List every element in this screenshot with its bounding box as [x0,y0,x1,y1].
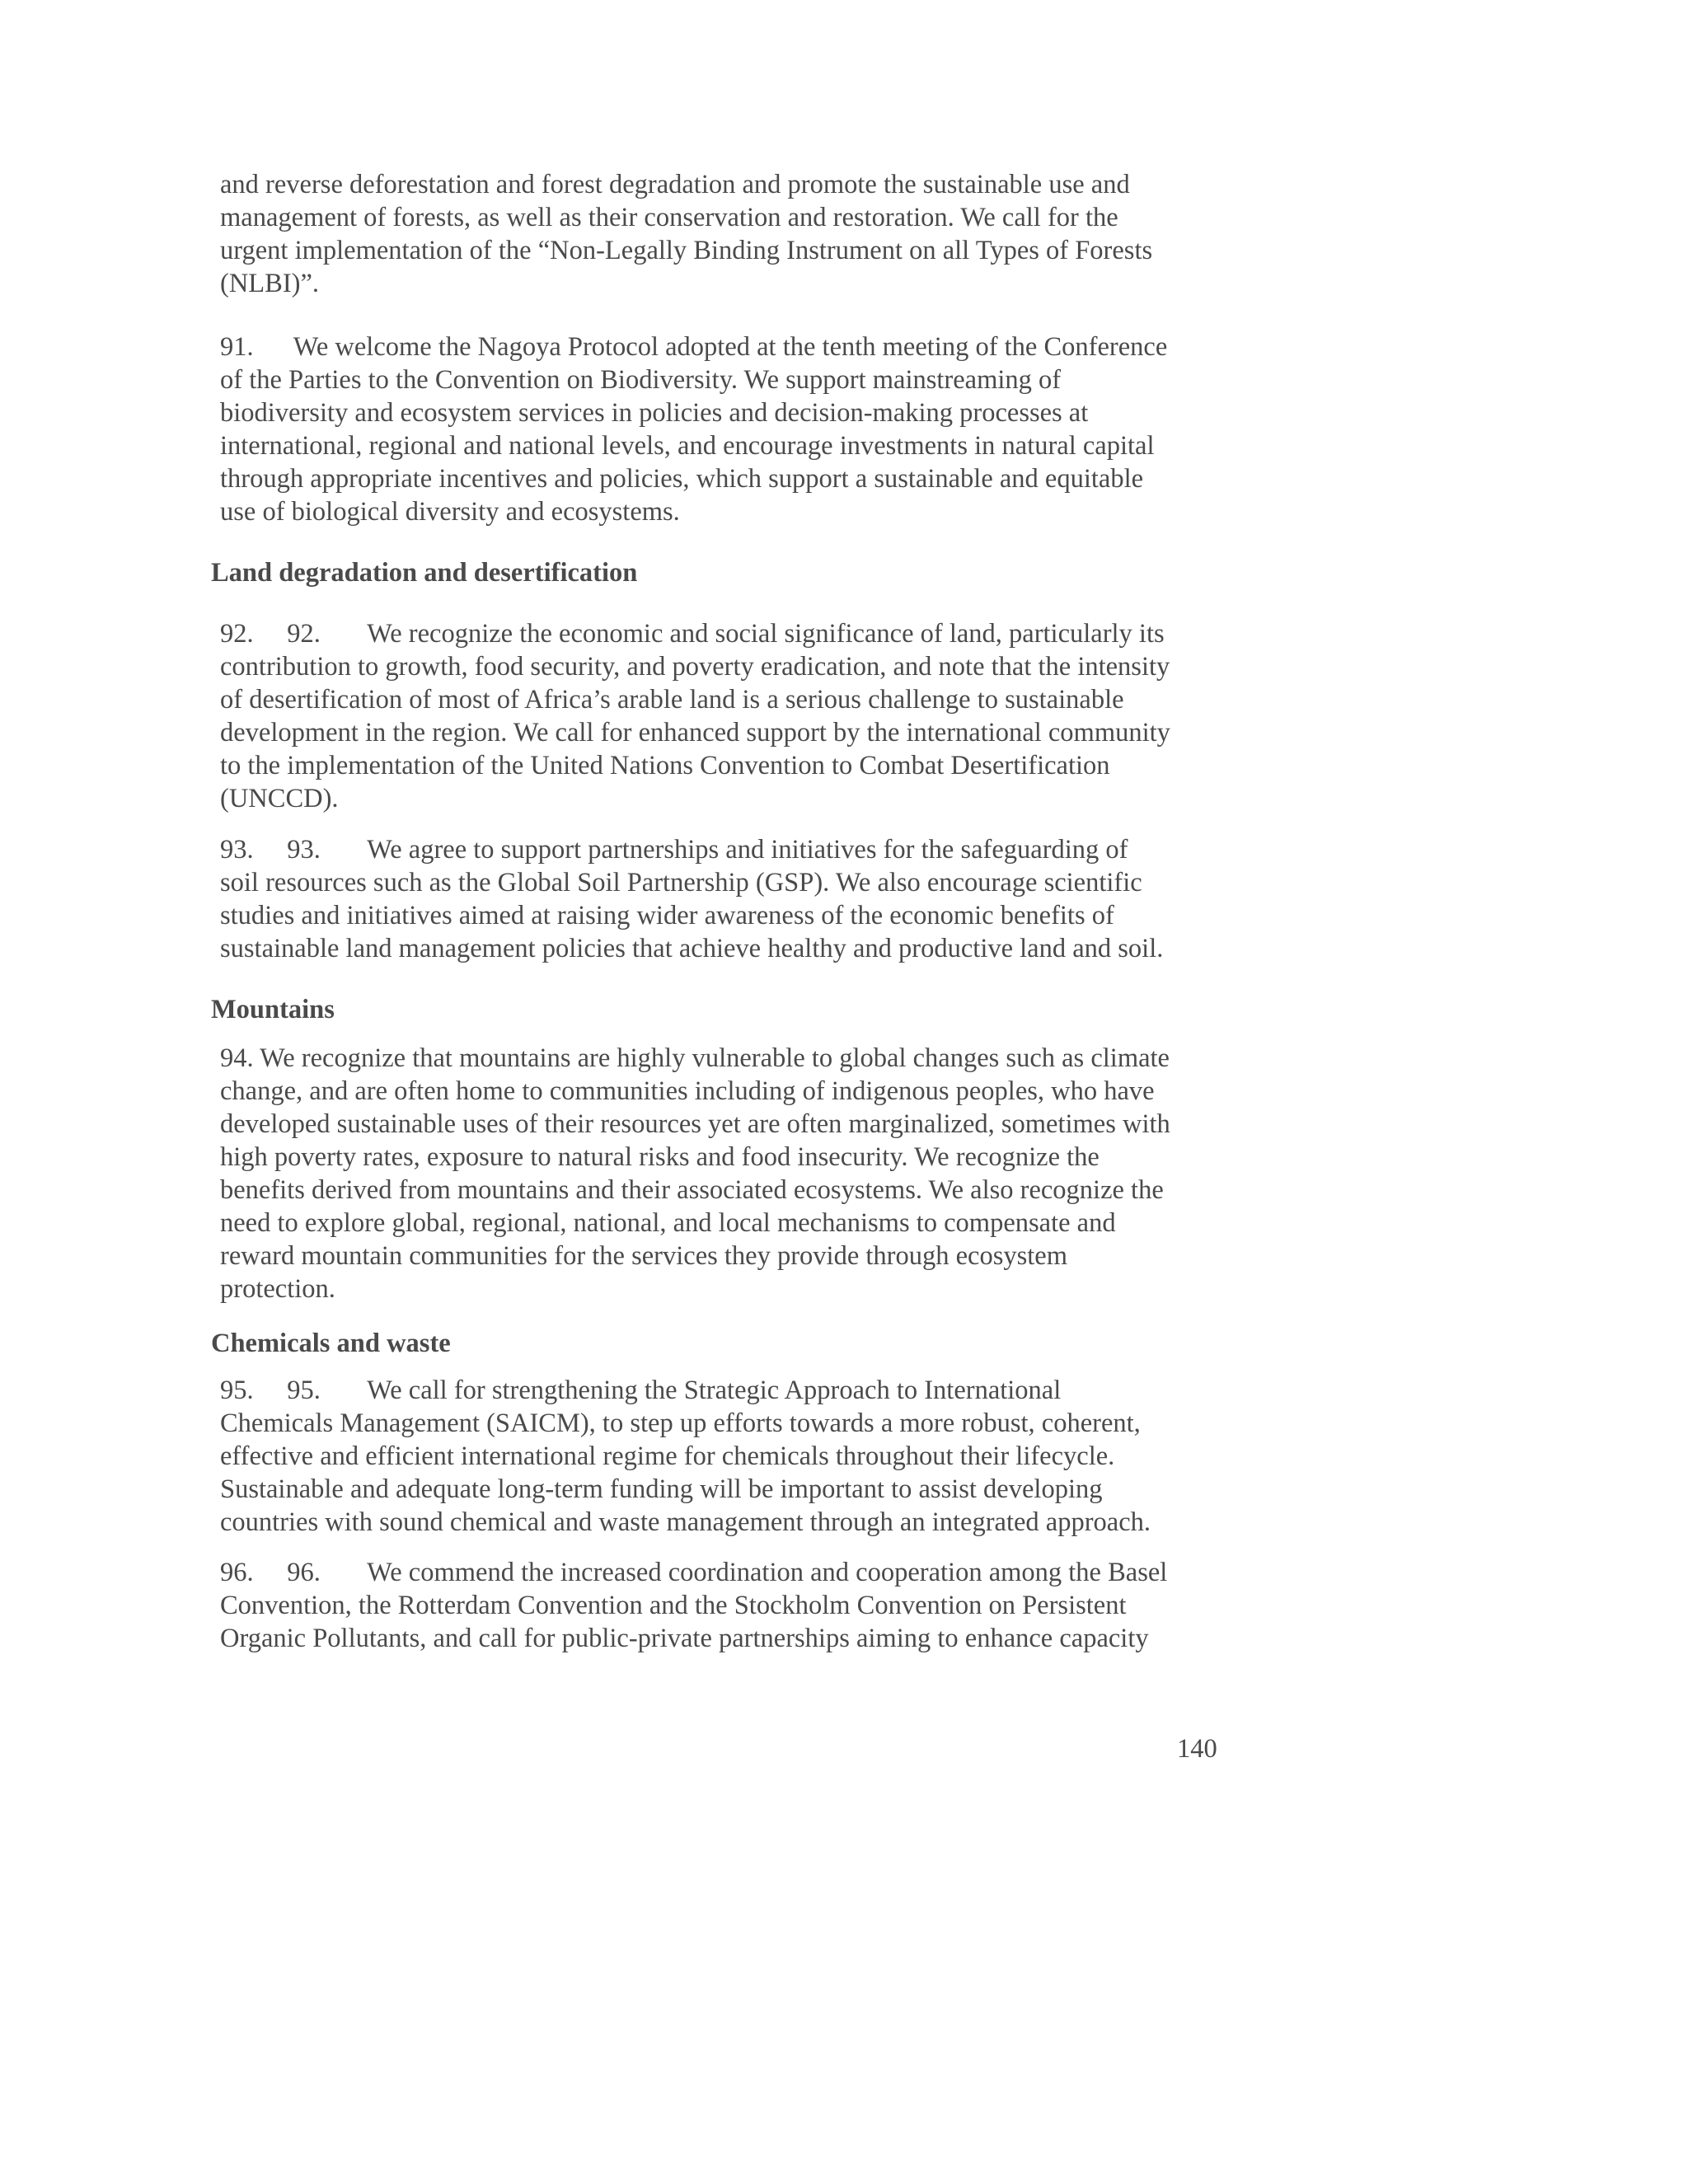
paragraph-95-line: 95. 95. We call for strengthening the Strategic Approach to International [220,1376,1062,1405]
paragraph-90-line: urgent implementation of the “Non-Legally Binding Instrument on all Types of Forests [220,236,1153,265]
paragraph-94-line: 94. We recognize that mountains are highly vulnerable to global changes such as climate [220,1043,1170,1073]
paragraph-91-line: biodiversity and ecosystem services in policies and decision-making processes at [220,398,1089,428]
paragraph-91-line: 91. We welcome the Nagoya Protocol adopted at the tenth meeting of the Conference [220,332,1168,362]
paragraph-94-line: need to explore global, regional, national, and local mechanisms to compensate and [220,1208,1116,1238]
paragraph-96-line: Organic Pollutants, and call for public-private partnerships aiming to enhance capacity [220,1624,1149,1653]
paragraph-95-line: effective and efficient international regime for chemicals throughout their lifecycle. [220,1441,1115,1471]
paragraph-90-line: management of forests, as well as their conservation and restoration. We call for the [220,203,1118,232]
paragraph-90-line: and reverse deforestation and forest degradation and promote the sustainable use and [220,170,1130,199]
paragraph-94-line: reward mountain communities for the services they provide through ecosystem [220,1241,1067,1271]
paragraph-94-line: protection. [220,1274,335,1304]
paragraph-94-line: high poverty rates, exposure to natural risks and food insecurity. We recognize the [220,1142,1100,1172]
paragraph-95-line: countries with sound chemical and waste management through an integrated approach. [220,1507,1151,1537]
paragraph-93-line: 93. 93. We agree to support partnerships and initiatives for the safeguarding of [220,835,1128,865]
paragraph-92-line: to the implementation of the United Nations Convention to Combat Desertification [220,751,1110,780]
paragraph-94-line: developed sustainable uses of their resources yet are often marginalized, sometimes with [220,1109,1170,1139]
paragraph-92-line: development in the region. We call for enhanced support by the international community [220,718,1170,748]
paragraph-91-line: through appropriate incentives and policies, which support a sustainable and equitable [220,464,1144,494]
paragraph-96-line: Convention, the Rotterdam Convention and the Stockholm Convention on Persistent [220,1591,1127,1620]
paragraph-94-line: benefits derived from mountains and their associated ecosystems. We also recognize the [220,1175,1164,1205]
section-heading-mountains: Mountains [211,995,335,1024]
page-number: 140 [1177,1734,1217,1764]
paragraph-90-line: (NLBI)”. [220,269,320,298]
paragraph-91-line: use of biological diversity and ecosystems. [220,497,680,527]
paragraph-92-line: of desertification of most of Africa’s arable land is a serious challenge to sustainable [220,685,1124,715]
paragraph-93-line: sustainable land management policies that achieve healthy and productive land and soil. [220,934,1164,963]
paragraph-91-line: international, regional and national levels, and encourage investments in natural capital [220,431,1155,461]
paragraph-93-line: soil resources such as the Global Soil Partnership (GSP). We also encourage scientific [220,868,1142,898]
paragraph-92-line: contribution to growth, food security, and poverty eradication, and note that the intensity [220,652,1170,682]
paragraph-92-line: (UNCCD). [220,784,339,813]
paragraph-94-line: change, and are often home to communities including of indigenous peoples, who have [220,1076,1155,1106]
section-heading-chemicals: Chemicals and waste [211,1329,451,1358]
paragraph-93-line: studies and initiatives aimed at raising wider awareness of the economic benefits of [220,901,1114,930]
paragraph-92-line: 92. 92. We recognize the economic and social significance of land, particularly its [220,619,1165,649]
section-heading-land: Land degradation and desertification [211,558,638,588]
paragraph-95-line: Chemicals Management (SAICM), to step up efforts towards a more robust, coherent, [220,1408,1141,1438]
paragraph-96-line: 96. 96. We commend the increased coordination and cooperation among the Basel [220,1558,1168,1587]
paragraph-91-line: of the Parties to the Convention on Biodiversity. We support mainstreaming of [220,365,1062,395]
paragraph-95-line: Sustainable and adequate long-term funding will be important to assist developing [220,1474,1103,1504]
